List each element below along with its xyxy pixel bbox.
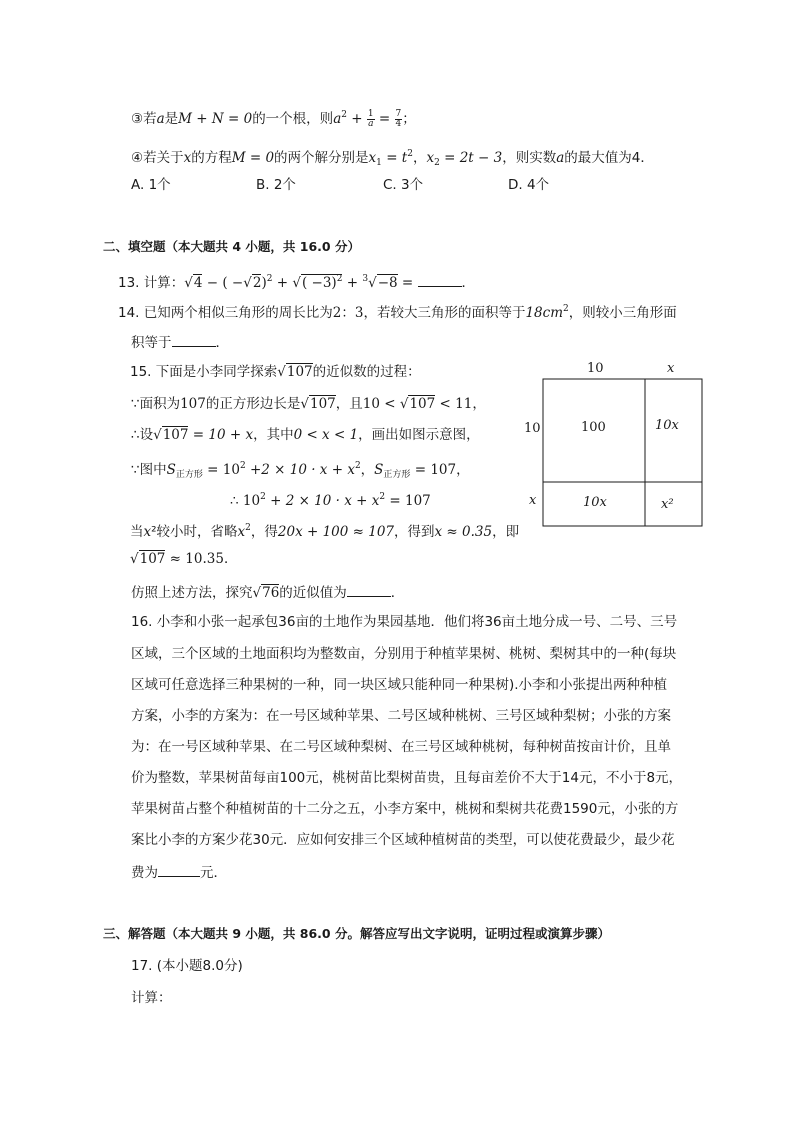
q15-square-diagram-lines (515, 360, 715, 530)
diagram-outer-square (543, 379, 702, 526)
q14-line1: 14. 已知两个相似三角形的周长比为2：3，若较大三角形的面积等于$18cm^2$，则较小三角形面 (118, 304, 677, 321)
q15-line5: ∴ $10^2 + 2 \times 10 \cdot x + x^2 = 107$ (230, 492, 431, 509)
q13: 13. 计算：√4 − ( −√2)$^2$ + √( −3)$^2$ + $^3$√−8 = ． (118, 274, 475, 291)
q17-title: 17. (本小题8.0分) (131, 958, 243, 974)
q16-line: 案比小李的方案少花30元．应如何安排三个区域种植树苗的类型，可以使花费最少，最少花 (131, 832, 675, 848)
q12-item3: ③若a是M + N = 0的一个根，则$a^2$ + $\frac{1}{a}$ = $\frac{7}{4}$ ； (131, 108, 416, 129)
q12-option-b: B. 2个 (256, 177, 296, 193)
diagram-label-left-bottom: x (529, 493, 537, 508)
q12-item4: ④若关于x的方程M = 0的两个解分别是$x_1 = t^2$，$x_2 = 2t - 3$，则实数a的最大值为4． (131, 149, 654, 168)
q16-line: 16. 小李和小张一起承包36亩的土地作为果园基地．他们将36亩土地分成一号、二号、三号 (131, 614, 678, 630)
q12-fraction-7-over-4: $\frac{7}{4}$ (395, 108, 402, 129)
q15-square-diagram (515, 360, 715, 530)
q12-option-c: C. 3个 (383, 177, 424, 193)
q16-line: 区域，三个区域的土地面积均为整数亩，分别用于种植苹果树、桃树、梨树其中的一种(每块 (131, 646, 677, 662)
q15-line8: 仿照上述方法，探究√76的近似值为 ． (131, 582, 404, 602)
q14-line2: 积等于 ． (131, 332, 229, 352)
diagram-label-left-top: 10 (524, 421, 541, 436)
q15-line1: 15. 下面是小李同学探索√107的近似数的过程： (130, 364, 421, 380)
diagram-cell-top-left: 100 (581, 420, 606, 435)
q15-answer-blank[interactable] (347, 582, 391, 597)
q15-line6: 当x²较小时，省略$x^2$，得20x + 100 ≈ 107，得到x ≈ 0.35，即 (130, 523, 520, 540)
q16-line: 方案，小李的方案为：在一号区域种苹果、二号区域种桃树、三号区域种梨树；小张的方案 (131, 708, 671, 724)
q16-line: 区域可任意选择三种果树的一种，同一块区域只能种同一种果树).小李和小张提出两种种植 (131, 677, 668, 693)
q15-line2: ∵面积为107的正方形边长是√107，且10 < √107 < 11， (131, 396, 486, 412)
diagram-cell-bottom-right: x² (661, 497, 674, 512)
q16-line: 价为整数，苹果树苗每亩100元，桃树苗比梨树苗贵，且每亩差价不大于14元，不小于8元， (131, 770, 683, 786)
diagram-cell-bottom-left: 10x (583, 495, 607, 510)
diagram-label-top-left: 10 (587, 361, 604, 376)
q16-answer-blank[interactable] (158, 862, 200, 877)
q13-answer-blank[interactable] (418, 272, 462, 287)
q13-sqrt-neg3sq: ( −3)$^2$ (301, 274, 343, 291)
q12-option-d: D. 4个 (508, 177, 550, 193)
q16-line: 为：在一号区域种苹果、在二号区域种梨树、在三号区域种桃树，每种树苗按亩计价，且单 (131, 739, 671, 755)
q16-line: 苹果树苗占整个种植树苗的十二分之五，小李方案中，桃树和梨树共花费1590元，小张的方 (131, 801, 679, 817)
q17-label: 计算： (131, 990, 172, 1006)
q16-last-line: 费为 元． (131, 862, 227, 882)
diagram-cell-top-right: 10x (655, 418, 679, 433)
q14-answer-blank[interactable] (172, 332, 216, 347)
q15-line4: ∵图中$S_{正方形} = 10^2 +2 \times 10 \cdot x + x^2$，$S_{正方形} = 107$， (131, 461, 470, 480)
q15-line3: ∴设√107 = 10 + x，其中0 < x < 1，画出如图示意图， (131, 427, 480, 443)
q12-option-a: A. 1个 (131, 177, 171, 193)
section2-heading: 二、填空题（本大题共 4 小题，共 16.0 分） (103, 239, 360, 254)
section3-heading: 三、解答题（本大题共 9 小题，共 86.0 分。解答应写出文字说明，证明过程或演算步骤） (103, 926, 610, 941)
q12-fraction-1-over-a2: $\frac{1}{a}$ (367, 108, 374, 129)
q15-line7: √107 ≈ 10.35． (130, 551, 238, 567)
diagram-label-top-right: x (667, 361, 675, 376)
